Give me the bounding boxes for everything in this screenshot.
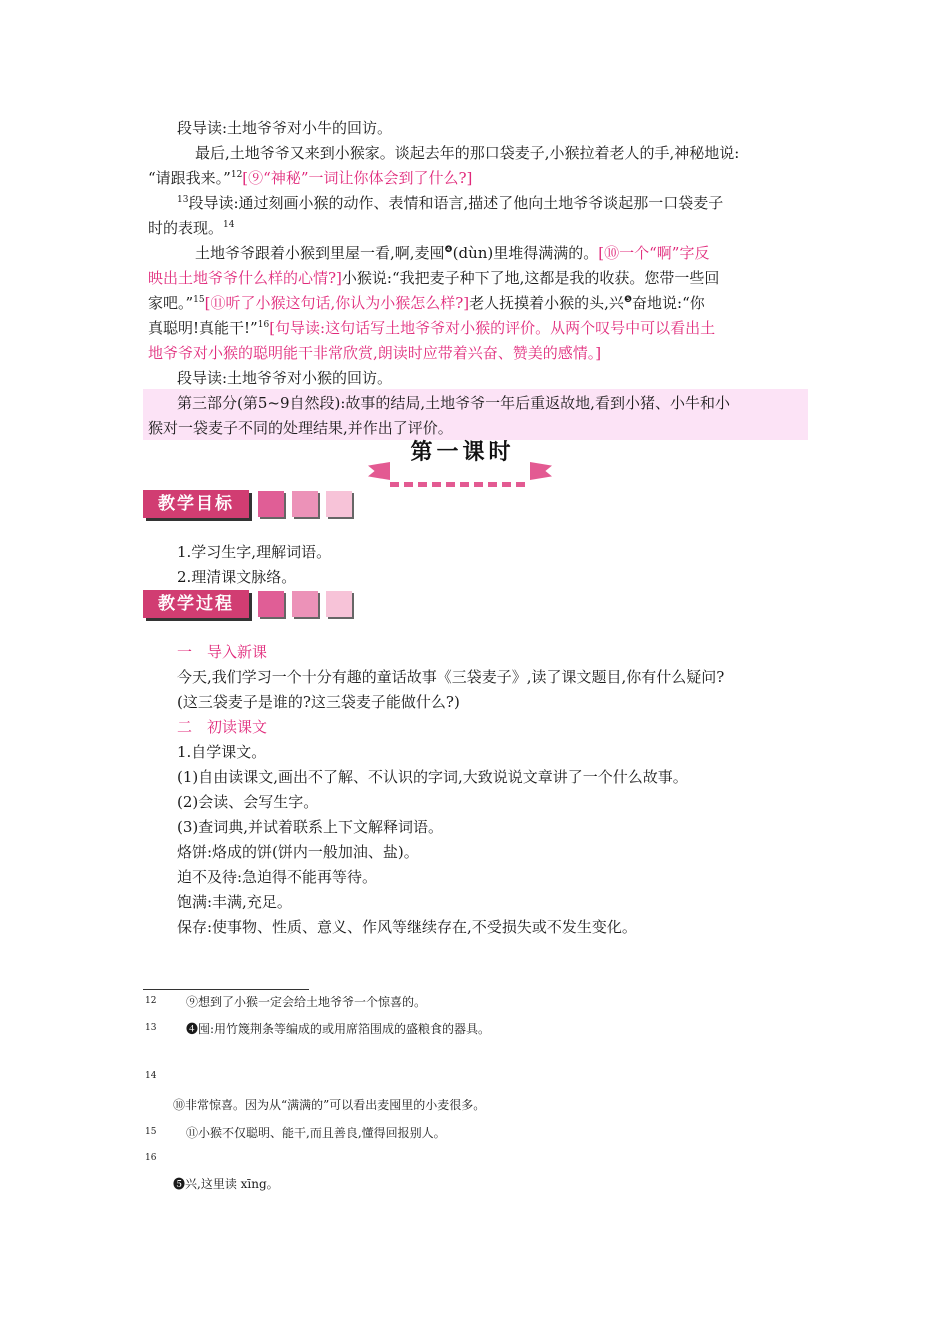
step-2-line-3: (2)会读、会写生字。 [177, 793, 319, 811]
paragraph-monkey-l1: 最后,土地爷爷又来到小猴家。谈起去年的那口袋麦子,小猴拉着老人的手,神秘地说: [195, 144, 740, 162]
footnote-16: ❺兴,这里读 xīng。 [173, 1177, 279, 1191]
ribbon-left-icon [368, 462, 390, 480]
title-dots-decoration [390, 472, 530, 478]
paragraph-monkey-l2 [148, 166, 472, 191]
vocab-pobujidai: 迫不及待:急迫得不能再等待。 [177, 868, 378, 886]
vocab-baoman: 饱满:丰满,充足。 [177, 893, 292, 911]
footnote-ref-12[interactable]: 12 [230, 170, 243, 180]
footnote-ref-13[interactable]: 13 [177, 195, 189, 205]
footnote-divider [143, 989, 309, 990]
text: 老人抚摸着小猴的头,兴 [469, 294, 624, 312]
paragraph-guide-monkey-l1 [177, 191, 723, 216]
sentence-guide-cont: 地爷爷对小猴的聪明能干非常欣赏,朗读时应带着兴奋、赞美的感情。] [148, 344, 602, 362]
text: 小猴说:“我把麦子种下了地,这都是我的收获。您带一些回 [341, 269, 720, 287]
paragraph-granary-l3 [148, 291, 705, 316]
decor-square-1 [258, 491, 284, 517]
step-1-title: 一 导入新课 [177, 643, 268, 661]
part-three-summary-l1: 第三部分(第5~9自然段):故事的结局,土地爷爷一年后重返故地,看到小猪、小牛和小 [177, 394, 730, 412]
vocab-laobing: 烙饼:烙成的饼(饼内一般加油、盐)。 [177, 843, 419, 861]
question-10: [⑩一个“啊”字反 [598, 244, 710, 262]
paragraph-granary-l2 [148, 266, 719, 291]
paragraph-granary-l1 [195, 241, 709, 266]
step-2-line-2: (1)自由读课文,画出不了解、不认识的字词,大致说说文章讲了一个什么故事。 [177, 768, 688, 786]
paragraph-guide-calf: 段导读:土地爷爷对小牛的回访。 [177, 119, 393, 137]
step-1-questions: (这三袋麦子是谁的?这三袋麦子能做什么?) [177, 693, 460, 711]
decor-square-5 [292, 591, 318, 617]
text: 真聪明!真能干!” [148, 319, 258, 337]
text: 土地爷爷跟着小猴到里屋一看,啊,麦囤 [195, 244, 445, 262]
footnote-number-14: 14 [145, 1071, 157, 1081]
vocab-baocun: 保存:使事物、性质、意义、作风等继续存在,不受损失或不发生变化。 [177, 918, 637, 936]
footnote-number-16: 16 [145, 1153, 157, 1163]
section-header-goals: 教学目标 [143, 490, 249, 518]
footnote-12: ⑨想到了小猴一定会给土地爷爷一个惊喜的。 [186, 995, 427, 1009]
text: 奋地说:“你 [632, 294, 705, 312]
question-10-cont: 映出土地爷爷什么样的心情?] [148, 269, 342, 287]
goal-item-1: 1.学习生字,理解词语。 [177, 543, 332, 561]
goal-item-2: 2.理清课文脉络。 [177, 568, 297, 586]
footnote-15: ⑪小猴不仅聪明、能干,而且善良,懂得回报别人。 [186, 1126, 446, 1140]
text: (dùn)里堆得满满的。 [452, 244, 599, 262]
footnote-ref-14[interactable]: 14 [223, 220, 235, 230]
step-1-text: 今天,我们学习一个十分有趣的童话故事《三袋麦子》,读了课文题目,你有什么疑问? [177, 668, 725, 686]
guide-text-cont: 时的表现。 [148, 219, 224, 237]
note-marker-4: ❹ [444, 245, 453, 255]
step-2-line-4: (3)查词典,并试着联系上下文解释词语。 [177, 818, 444, 836]
text: 家吧。” [148, 294, 194, 312]
decor-square-2 [292, 491, 318, 517]
lesson-title: 第一课时 [410, 440, 515, 465]
footnote-ref-15[interactable]: 15 [193, 295, 205, 305]
paragraph-granary-l4 [148, 316, 715, 341]
paragraph-guide-monkey-l2 [148, 216, 234, 241]
footnote-number-13: 13 [145, 1023, 157, 1033]
footnote-number-15: 15 [145, 1127, 157, 1137]
decor-square-6 [326, 591, 352, 617]
step-2-line-1: 1.自学课文。 [177, 743, 267, 761]
footnote-number-12: 12 [145, 996, 157, 1006]
decor-square-3 [326, 491, 352, 517]
quote-follow-me: “请跟我来。” [148, 169, 231, 187]
footnote-14: ⑩非常惊喜。因为从“满满的”可以看出麦囤里的小麦很多。 [173, 1098, 486, 1112]
part-three-summary-l2: 猴对一袋麦子不同的处理结果,并作出了评价。 [148, 419, 453, 437]
guide-text: 段导读:通过刻画小猴的动作、表情和语言,描述了他向土地爷爷谈起那一口袋麦子 [188, 194, 724, 212]
footnote-13: ❹囤:用竹篾荆条等编成的或用席箔围成的盛粮食的器具。 [186, 1022, 491, 1036]
ribbon-right-icon [530, 462, 552, 480]
sentence-guide: [句导读:这句话写土地爷爷对小猴的评价。从两个叹号中可以看出土 [269, 319, 716, 337]
note-marker-5: ❺ [623, 295, 633, 305]
question-9: [⑨“神秘”一词让你体会到了什么?] [242, 169, 473, 187]
step-2-title: 二 初读课文 [177, 718, 268, 736]
question-11: [⑪听了小猴这句话,你认为小猴怎么样?] [204, 294, 470, 312]
paragraph-guide-monkey-visit: 段导读:土地爷爷对小猴的回访。 [177, 369, 393, 387]
footnote-ref-16[interactable]: 16 [257, 320, 270, 330]
decor-square-4 [258, 591, 284, 617]
section-header-process: 教学过程 [143, 590, 249, 618]
